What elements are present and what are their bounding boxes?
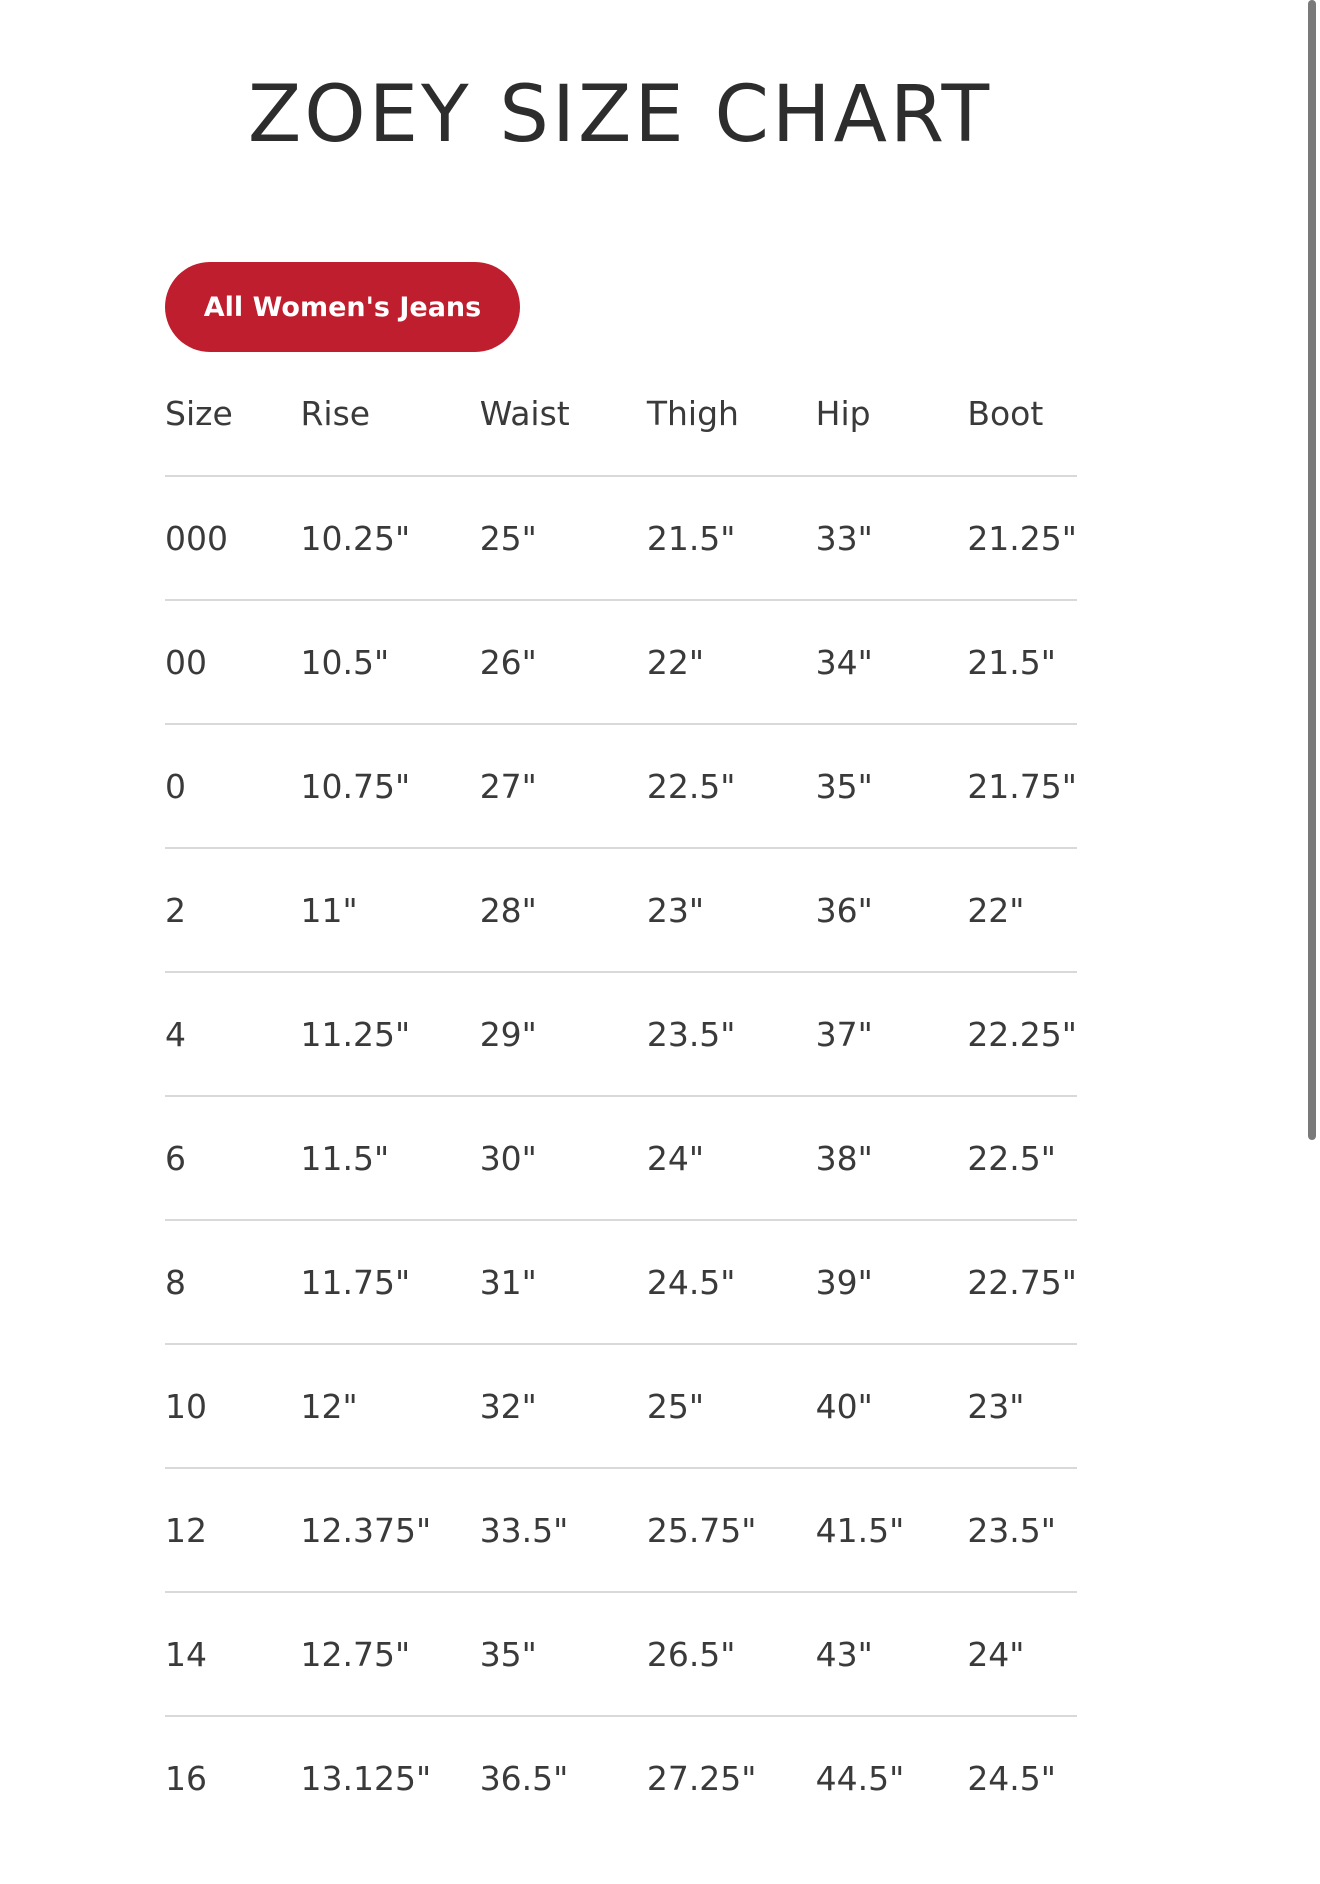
cell-rise: 11" (300, 890, 358, 930)
cell-waist: 36.5" (479, 1759, 569, 1798)
cell-boot: 24" (967, 1634, 1025, 1674)
cell-thigh: 26.5" (646, 1634, 736, 1674)
cell-rise: 11.75" (300, 1262, 411, 1302)
all-womens-jeans-button[interactable]: All Women's Jeans (165, 262, 520, 352)
cell-waist: 35" (479, 1634, 537, 1674)
cell-thigh: 23" (646, 890, 704, 930)
cell-hip: 41.5" (815, 1510, 905, 1550)
cell-waist: 31" (479, 1262, 537, 1302)
header-rise: Rise (300, 394, 371, 433)
table-row (165, 972, 1077, 1096)
cell-size: 6 (165, 1138, 186, 1178)
cell-size: 2 (165, 890, 186, 930)
cell-rise: 11.5" (300, 1138, 390, 1178)
cell-size: 16 (165, 1759, 207, 1798)
cell-waist: 26" (479, 642, 537, 682)
cell-waist: 29" (479, 1014, 537, 1054)
cell-waist: 27" (479, 766, 537, 806)
cell-boot: 22" (967, 890, 1025, 930)
cell-boot: 21.5" (967, 642, 1056, 682)
cell-waist: 25" (479, 518, 537, 558)
cell-size: 14 (165, 1634, 207, 1674)
table-row (165, 1468, 1077, 1592)
cell-hip: 33" (815, 518, 873, 558)
cell-waist: 30" (479, 1138, 537, 1178)
cell-rise: 12.75" (300, 1634, 411, 1674)
cell-thigh: 22" (646, 642, 704, 682)
cell-hip: 39" (815, 1262, 873, 1302)
cell-size: 0 (165, 766, 186, 806)
cell-rise: 13.125" (300, 1759, 432, 1798)
cell-hip: 44.5" (815, 1759, 905, 1798)
cell-hip: 40" (815, 1386, 873, 1426)
cell-thigh: 24" (646, 1138, 704, 1178)
page-title: ZOEY SIZE CHART (247, 70, 993, 160)
cell-hip: 34" (815, 642, 873, 682)
cell-boot: 21.75" (967, 766, 1077, 806)
cell-size: 10 (165, 1386, 207, 1426)
cell-boot: 22.5" (967, 1138, 1056, 1178)
cell-rise: 12.375" (300, 1510, 432, 1550)
cell-boot: 23.5" (967, 1510, 1056, 1550)
table-row (165, 1096, 1077, 1220)
header-hip: Hip (815, 394, 871, 433)
cell-waist: 32" (479, 1386, 537, 1426)
cell-size: 8 (165, 1262, 186, 1302)
table-row (165, 848, 1077, 972)
cell-waist: 28" (479, 890, 537, 930)
table-row (165, 1344, 1077, 1468)
cell-waist: 33.5" (479, 1510, 569, 1550)
table-header (165, 352, 1077, 476)
header-boot: Boot (967, 394, 1044, 433)
cell-thigh: 27.25" (646, 1759, 757, 1798)
cell-boot: 22.25" (967, 1014, 1077, 1054)
table-row (165, 476, 1077, 600)
table-row (165, 1220, 1077, 1344)
cell-hip: 37" (815, 1014, 873, 1054)
scrollbar[interactable] (1304, 0, 1320, 1884)
header-waist: Waist (479, 394, 570, 433)
cell-hip: 43" (815, 1634, 873, 1674)
cell-boot: 24.5" (967, 1759, 1056, 1798)
table-row (165, 600, 1077, 724)
cell-rise: 11.25" (300, 1014, 411, 1054)
cell-boot: 22.75" (967, 1262, 1077, 1302)
cell-thigh: 24.5" (646, 1262, 736, 1302)
scrollbar-thumb[interactable] (1308, 0, 1316, 1140)
cell-size: 12 (165, 1510, 207, 1550)
header-size: Size (165, 394, 233, 433)
cell-thigh: 25.75" (646, 1510, 757, 1550)
cell-rise: 10.75" (300, 766, 411, 806)
header-row (165, 352, 1077, 476)
cell-hip: 35" (815, 766, 873, 806)
cell-boot: 23" (967, 1386, 1025, 1426)
cell-rise: 10.25" (300, 518, 411, 558)
cell-thigh: 25" (646, 1386, 704, 1426)
cell-thigh: 22.5" (646, 766, 736, 806)
cell-size: 00 (165, 642, 207, 682)
header-thigh: Thigh (646, 394, 739, 433)
cell-thigh: 23.5" (646, 1014, 736, 1054)
cell-rise: 10.5" (300, 642, 390, 682)
table-body (165, 476, 1077, 1840)
cell-size: 4 (165, 1014, 186, 1054)
cell-thigh: 21.5" (646, 518, 736, 558)
table-row (165, 1716, 1077, 1840)
table-row (165, 1592, 1077, 1716)
cell-size: 000 (165, 518, 228, 558)
cell-rise: 12" (300, 1386, 358, 1426)
cell-boot: 21.25" (967, 518, 1077, 558)
size-chart-table (165, 352, 1077, 1840)
table-row (165, 724, 1077, 848)
cell-hip: 36" (815, 890, 873, 930)
cell-hip: 38" (815, 1138, 873, 1178)
